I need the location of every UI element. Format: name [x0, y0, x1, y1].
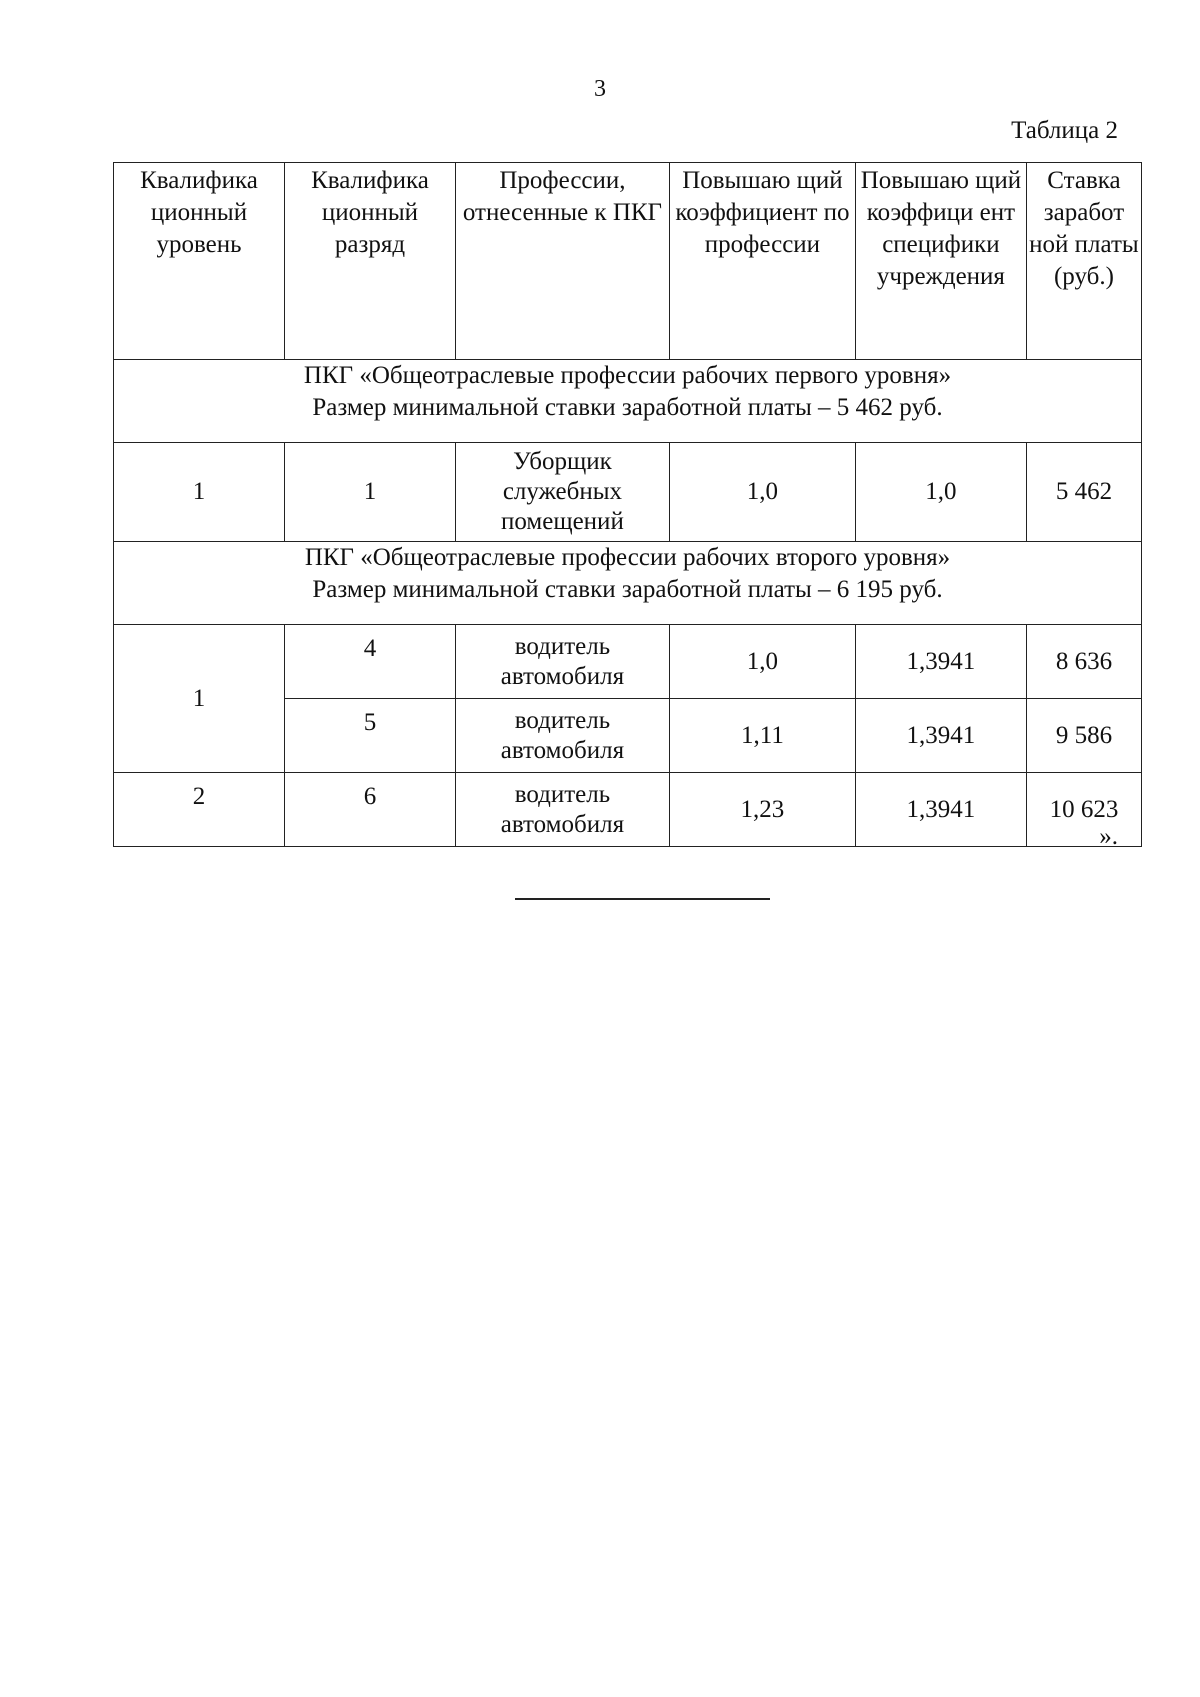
cell-profession: водитель автомобиля	[455, 699, 669, 773]
wage-table	[113, 162, 1142, 847]
cell-rate: 9 586	[1026, 699, 1141, 773]
cell-grade: 1	[284, 443, 455, 542]
group-header-cell	[114, 542, 1142, 625]
cell-coef-profession: 1,0	[669, 443, 855, 542]
cell-coef-institution: 1,3941	[855, 699, 1026, 773]
header-wage-rate-text: Ставка заработ ной платы (руб.)	[1029, 167, 1139, 290]
header-wage-rate	[1026, 163, 1141, 360]
page-number: 3	[594, 76, 606, 102]
group-header-cell	[114, 360, 1142, 443]
cell-coef-profession: 1,23	[669, 773, 855, 847]
cell-coef-institution: 1,3941	[855, 625, 1026, 699]
group-header-row	[114, 542, 1142, 625]
table-caption: Таблица 2	[1011, 117, 1118, 144]
header-professions	[455, 163, 669, 360]
cell-rate: 5 462	[1026, 443, 1141, 542]
cell-level: 2	[114, 773, 285, 847]
table-row	[114, 443, 1142, 542]
header-coef-profession-text: Повышаю щий коэффициент по профессии	[675, 167, 850, 258]
cell-coef-institution: 1,3941	[855, 773, 1026, 847]
cell-level: 1	[114, 625, 285, 773]
header-qualification-grade	[284, 163, 455, 360]
cell-coef-profession: 1,0	[669, 625, 855, 699]
cell-level: 1	[114, 443, 285, 542]
cell-grade: 6	[284, 773, 455, 847]
group-subtitle: Размер минимальной ставки заработной платы – 6 195 руб.	[312, 576, 943, 603]
table-row	[114, 773, 1142, 847]
cell-profession: водитель автомобиля	[455, 625, 669, 699]
end-rule	[515, 898, 770, 900]
cell-profession: водитель автомобиля	[455, 773, 669, 847]
closing-quote: ».	[1099, 823, 1118, 850]
cell-coef-institution: 1,0	[855, 443, 1026, 542]
table-header-row	[114, 163, 1142, 360]
header-professions-text: Профессии, отнесенные к ПКГ	[462, 167, 663, 226]
header-qualification-level	[114, 163, 285, 360]
header-coef-institution	[855, 163, 1026, 360]
table-row	[114, 625, 1142, 699]
cell-grade: 5	[284, 699, 455, 773]
cell-coef-profession: 1,11	[669, 699, 855, 773]
cell-profession: Уборщик служебных помещений	[455, 443, 669, 542]
header-coef-institution-text: Повышаю щий коэффици ент специфики учреждения	[860, 167, 1022, 290]
cell-rate: 8 636	[1026, 625, 1141, 699]
header-qualification-grade-text: Квалифика ционный разряд	[311, 167, 429, 258]
group-subtitle: Размер минимальной ставки заработной платы – 5 462 руб.	[312, 394, 943, 421]
group-header-row	[114, 360, 1142, 443]
group-title: ПКГ «Общеотраслевые профессии рабочих первого уровня»	[303, 362, 952, 389]
cell-rate: 10 623	[1026, 773, 1141, 847]
cell-grade: 4	[284, 625, 455, 699]
group-title: ПКГ «Общеотраслевые профессии рабочих второго уровня»	[304, 544, 951, 571]
header-qualification-level-text: Квалифика ционный уровень	[140, 167, 258, 258]
header-coef-profession	[669, 163, 855, 360]
